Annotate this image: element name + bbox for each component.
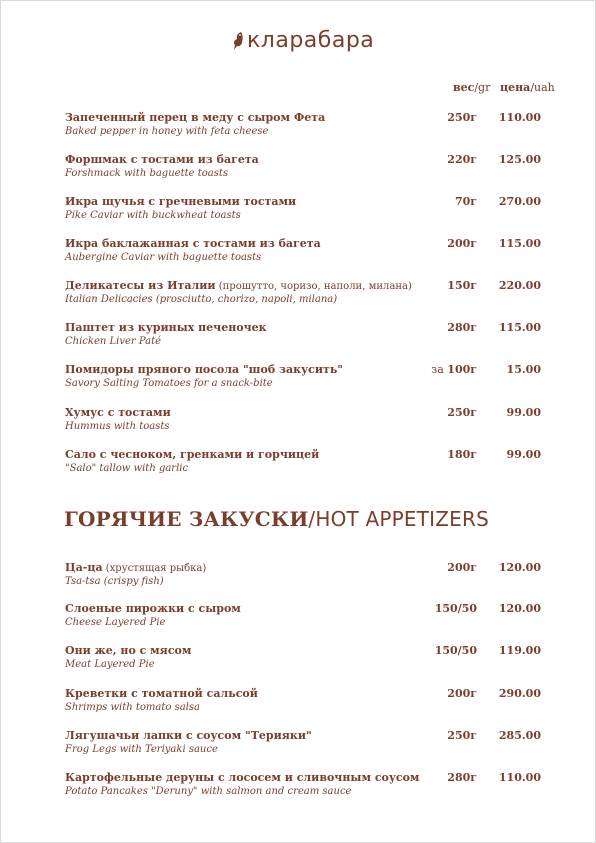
item-name-ru: Картофельные деруны с лососем и сливочным соусом	[65, 771, 420, 784]
item-weight: за 100г	[431, 363, 477, 376]
item-price: 120.00	[498, 561, 541, 574]
item-name-en: Forshmack with baguette toasts	[65, 168, 228, 179]
section-title-en: /HOT APPETIZERS	[308, 507, 489, 531]
item-name-ru: Ца-ца (хрустящая рыбка)	[65, 561, 207, 574]
item-name-en: "Salo" tallow with garlic	[65, 463, 189, 474]
item-name-en: Frog Legs with Teriyaki sauce	[65, 744, 218, 755]
item-price: 220.00	[498, 279, 541, 292]
item-name-ru: Форшмак с тостами из багета	[65, 153, 259, 166]
brand-name: кларабара	[247, 28, 375, 53]
item-name-ru: Икра щучья с гречневыми тостами	[65, 195, 297, 208]
item-price: 115.00	[498, 321, 541, 334]
menu-item	[65, 644, 565, 676]
menu-item	[65, 363, 565, 395]
item-name-ru: Паштет из куриных печеночек	[65, 321, 267, 334]
weight-label: вес	[453, 81, 475, 94]
item-name-ru: Слоеные пирожки с сыром	[65, 602, 241, 615]
item-weight: 200г	[447, 237, 477, 250]
item-name-en: Baked pepper in honey with feta cheese	[65, 126, 269, 137]
item-name-en: Savory Salting Tomatoes for a snack-bite	[65, 378, 273, 389]
item-name-ru: Деликатесы из Италии (прошутто, чоризо, наполи, милана)	[65, 279, 412, 292]
item-name-ru: Помидоры пряного посола "шоб закусить"	[65, 363, 344, 376]
brand-logo	[231, 28, 374, 53]
item-name-en: Potato Pancakes "Deruny" with salmon and cream sauce	[65, 786, 352, 797]
item-weight: 180г	[447, 448, 477, 461]
item-weight: 280г	[447, 771, 477, 784]
weight-column-header	[453, 81, 490, 94]
item-weight: 250г	[447, 729, 477, 742]
price-column-header	[500, 81, 555, 94]
item-name-en: Shrimps with tomato salsa	[65, 702, 200, 713]
item-weight: 280г	[447, 321, 477, 334]
section-title	[64, 507, 489, 531]
item-name-ru: Сало с чесноком, гренками и горчицей	[65, 448, 320, 461]
item-price: 120.00	[498, 602, 541, 615]
item-price: 15.00	[506, 363, 541, 376]
weight-unit: /gr	[474, 81, 491, 94]
item-price: 290.00	[498, 687, 541, 700]
item-name-en: Cheese Layered Pie	[65, 617, 166, 628]
item-name-ru: Лягушачьи лапки с соусом "Терияки"	[65, 729, 312, 742]
item-name-en: Hummus with toasts	[65, 421, 170, 432]
menu-item	[65, 237, 565, 269]
item-name-en: Italian Delicacies (prosciutto, chorizo, napoli, milana)	[65, 294, 338, 305]
item-price: 270.00	[498, 195, 541, 208]
price-label: цена	[500, 81, 531, 94]
item-price: 115.00	[498, 237, 541, 250]
item-name-ru: Креветки с томатной сальсой	[65, 687, 258, 700]
item-price: 110.00	[498, 771, 541, 784]
section-title-ru: ГОРЯЧИЕ ЗАКУСКИ	[64, 507, 309, 531]
item-weight: 250г	[447, 406, 477, 419]
item-weight: 220г	[447, 153, 477, 166]
item-weight: 200г	[447, 687, 477, 700]
menu-item	[65, 195, 565, 227]
item-name-ru: Хумус с тостами	[65, 406, 171, 419]
menu-item	[65, 771, 565, 803]
item-name-ru: Они же, но с мясом	[65, 644, 192, 657]
menu-item	[65, 321, 565, 353]
menu-item	[65, 687, 565, 719]
item-price: 125.00	[498, 153, 541, 166]
menu-item	[65, 729, 565, 761]
item-weight: 70г	[454, 195, 477, 208]
menu-item	[65, 406, 565, 438]
menu-item	[65, 602, 565, 634]
menu-item	[65, 279, 565, 311]
item-name-ru: Запеченный перец в меду с сыром Фета	[65, 111, 326, 124]
menu-item	[65, 111, 565, 143]
item-price: 99.00	[506, 448, 541, 461]
item-weight: 150/50	[434, 602, 477, 615]
menu-item	[65, 153, 565, 185]
item-weight: 150г	[447, 279, 477, 292]
item-weight: 150/50	[434, 644, 477, 657]
item-name-en: Aubergine Caviar with baguette toasts	[65, 252, 262, 263]
item-name-en: Meat Layered Pie	[65, 659, 155, 670]
item-name-en: Chicken Liver Paté	[65, 336, 162, 347]
item-weight: 250г	[447, 111, 477, 124]
menu-item	[65, 448, 565, 480]
item-price: 119.00	[498, 644, 541, 657]
menu-item	[65, 561, 565, 593]
item-name-en: Pike Caviar with buckwheat toasts	[65, 210, 241, 221]
item-price: 99.00	[506, 406, 541, 419]
item-price: 110.00	[498, 111, 541, 124]
price-unit: /uah	[530, 81, 555, 94]
item-price: 285.00	[498, 729, 541, 742]
bird-logo-icon	[231, 30, 245, 52]
item-name-en: Tsa-tsa (crispy fish)	[65, 576, 164, 587]
item-name-ru: Икра баклажанная с тостами из багета	[65, 237, 321, 250]
item-weight: 200г	[447, 561, 477, 574]
